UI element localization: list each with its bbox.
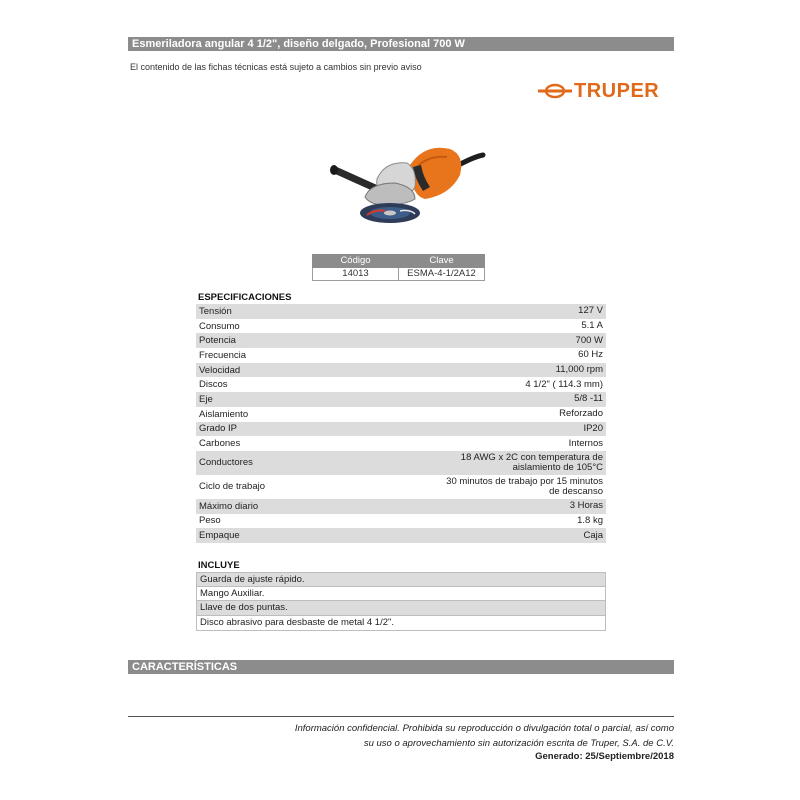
specifications-table	[196, 292, 606, 543]
spec-row	[196, 304, 606, 319]
spec-row	[196, 528, 606, 543]
spec-row	[196, 333, 606, 348]
footer-divider	[128, 716, 674, 717]
spec-label: Ciclo de trabajo	[199, 481, 266, 493]
spec-label: Tensión	[199, 305, 232, 317]
confidential-line-2: su uso o aprovechamiento sin autorización escrita de Truper, S.A. de C.V.	[363, 738, 674, 749]
spec-row	[196, 392, 606, 407]
spec-row	[196, 436, 606, 451]
spec-value: 5/8 -11	[574, 393, 603, 405]
spec-label: Frecuencia	[199, 349, 246, 361]
specifications-title: ESPECIFICACIONES	[198, 292, 292, 303]
spec-label: Velocidad	[199, 364, 241, 376]
spec-row	[196, 422, 606, 437]
spec-row	[196, 451, 606, 475]
spec-label: Grado IP	[199, 423, 238, 435]
angle-grinder-image	[315, 135, 490, 240]
spec-row	[196, 475, 606, 499]
confidential-line-1: Información confidencial. Prohibida su reproducción o divulgación total o parcial, así como	[294, 723, 674, 734]
spec-value: 3 Horas	[569, 500, 603, 512]
truper-emblem-icon	[538, 83, 572, 99]
includes-item: Guarda de ajuste rápido.	[196, 572, 606, 587]
spec-row	[196, 514, 606, 529]
spec-value: Internos	[568, 437, 603, 449]
spec-row	[196, 319, 606, 334]
spec-row	[196, 499, 606, 514]
generated-date: Generado: 25/Septiembre/2018	[535, 751, 674, 762]
document-title: Esmeriladora angular 4 1/2", diseño delgado, Profesional 700 W	[128, 37, 674, 51]
spec-label: Aislamiento	[199, 408, 249, 420]
spec-label: Discos	[199, 379, 228, 391]
spec-label: Carbones	[199, 438, 241, 450]
spec-label: Potencia	[199, 335, 236, 347]
spec-value: 1.8 kg	[577, 514, 603, 526]
includes-item: Disco abrasivo para desbaste de metal 4 1/2".	[196, 616, 606, 631]
spec-row	[196, 348, 606, 363]
includes-table	[196, 560, 606, 631]
characteristics-header: CARACTERÍSTICAS	[128, 660, 674, 674]
code-header: Código	[313, 255, 399, 268]
key-value: ESMA-4-1/2A12	[399, 268, 485, 281]
spec-value: 127 V	[578, 305, 603, 317]
spec-value: 60 Hz	[578, 349, 603, 361]
code-value: 14013	[313, 268, 399, 281]
includes-item: Mango Auxiliar.	[196, 587, 606, 602]
spec-label: Peso	[199, 515, 221, 527]
spec-label: Empaque	[199, 530, 240, 542]
spec-value: 30 minutos de trabajo por 15 minutos de descanso	[446, 475, 603, 497]
change-notice: El contenido de las fichas técnicas está sujeto a cambios sin previo aviso	[130, 62, 422, 72]
spec-label: Eje	[199, 393, 213, 405]
spec-value: 5.1 A	[581, 320, 603, 332]
spec-value: 18 AWG x 2C con temperatura de aislamiento de 105°C	[460, 451, 603, 473]
spec-value: 4 1/2" ( 114.3 mm)	[525, 378, 603, 390]
truper-logo	[538, 80, 672, 104]
brand-name: TRUPER	[574, 80, 660, 102]
spec-value: 11,000 rpm	[555, 364, 603, 376]
includes-title: INCLUYE	[198, 560, 240, 571]
product-key-table	[312, 254, 485, 281]
key-header: Clave	[399, 255, 485, 268]
spec-value: Caja	[583, 529, 603, 541]
spec-value: IP20	[583, 422, 603, 434]
spec-value: Reforzado	[559, 408, 603, 420]
spec-value: 700 W	[575, 334, 603, 346]
confidential-notice	[254, 721, 674, 751]
spec-label: Máximo diario	[199, 500, 259, 512]
spec-row	[196, 407, 606, 422]
spec-row	[196, 377, 606, 392]
spec-label: Consumo	[199, 320, 240, 332]
includes-item: Llave de dos puntas.	[196, 601, 606, 616]
spec-row	[196, 363, 606, 378]
spec-label: Conductores	[199, 457, 253, 469]
